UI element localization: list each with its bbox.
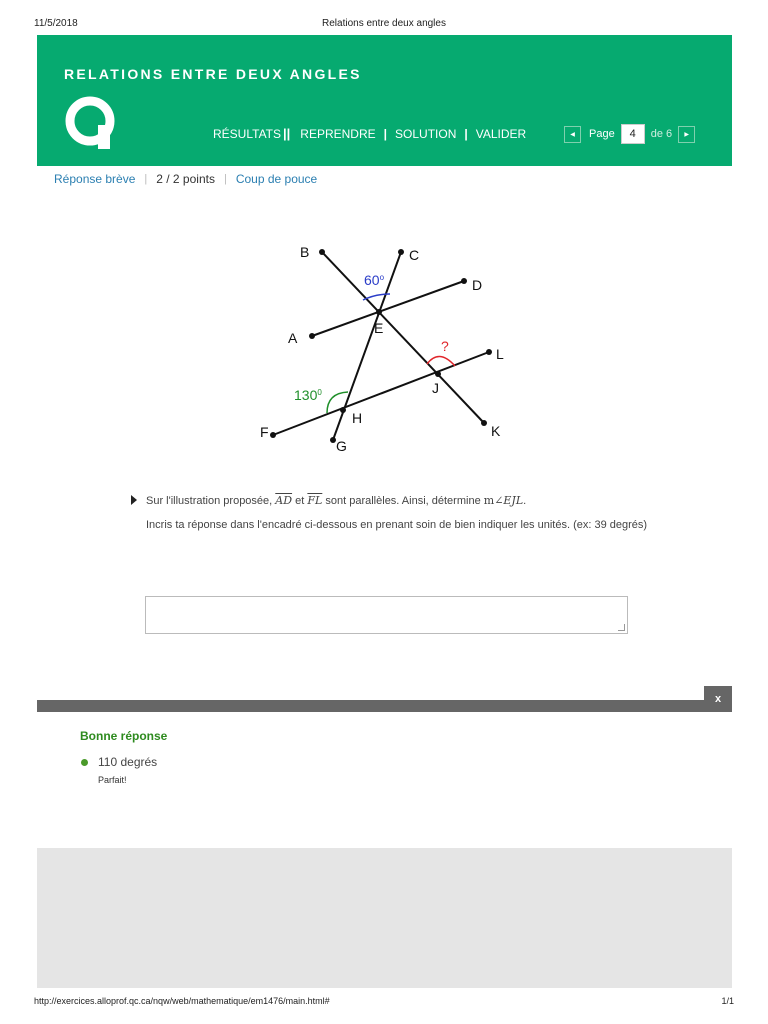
solution-link[interactable]: SOLUTION	[395, 126, 457, 141]
point-C	[398, 249, 404, 255]
question-period: .	[523, 495, 527, 507]
pager	[564, 124, 695, 144]
label-H: H	[352, 410, 363, 426]
point-J	[435, 371, 441, 377]
bullet-triangle-icon	[131, 495, 137, 505]
arrow-right-icon: ▶	[684, 131, 689, 138]
geometry-figure	[255, 238, 525, 458]
question-line-1	[146, 494, 651, 508]
answer-textarea[interactable]	[145, 596, 628, 634]
close-feedback-button[interactable]: x	[704, 686, 732, 712]
question-meta	[54, 172, 317, 186]
label-L: L	[496, 346, 504, 362]
print-page-count: 1/1	[721, 996, 734, 1006]
of-word: de	[650, 128, 663, 140]
header-banner	[37, 35, 732, 166]
point-L	[486, 349, 492, 355]
page-number-input[interactable]: 4	[621, 124, 645, 144]
label-G: G	[336, 438, 347, 454]
resize-grip-icon[interactable]	[618, 624, 625, 631]
point-K	[481, 420, 487, 426]
segment-AD: $\overline{AD}$	[275, 494, 293, 507]
nav-separator: |	[464, 126, 468, 141]
question-middle: sont parallèles. Ainsi, détermine	[325, 495, 481, 507]
validate-link[interactable]: VALIDER	[475, 126, 527, 141]
next-page-button[interactable]	[678, 126, 695, 143]
point-A	[309, 333, 315, 339]
angle-label-unknown: ?	[441, 338, 449, 354]
question-and: et	[295, 495, 305, 507]
alloprof-logo-icon	[64, 95, 120, 151]
angle-label-bottom	[294, 387, 322, 403]
point-E	[376, 309, 382, 315]
arrow-left-icon: ◀	[570, 131, 575, 138]
results-link[interactable]: RÉSULTATS	[213, 126, 282, 141]
restart-link[interactable]: REPRENDRE	[300, 126, 376, 141]
label-E: E	[374, 320, 384, 336]
line-BK	[322, 252, 484, 423]
meta-divider: |	[144, 173, 148, 185]
label-D: D	[472, 277, 483, 293]
feedback-bar	[37, 700, 732, 712]
page-label: Page	[589, 128, 615, 140]
point-B	[319, 249, 325, 255]
label-F: F	[260, 424, 269, 440]
point-F	[270, 432, 276, 438]
empty-panel	[37, 848, 732, 988]
label-C: C	[409, 247, 420, 263]
label-J: J	[432, 380, 439, 396]
print-url: http://exercices.alloprof.qc.ca/nqw/web/mathematique/em1476/main.html#	[34, 996, 330, 1006]
total-pages: 6	[666, 128, 673, 140]
label-A: A	[288, 330, 298, 346]
angle-arc-unknown	[427, 356, 455, 366]
correct-answer: 110 degrés	[98, 755, 158, 769]
page-title: RELATIONS ENTRE DEUX ANGLES	[64, 66, 362, 82]
print-header	[0, 0, 768, 34]
segment-FL: $\overline{FL}$	[307, 494, 323, 507]
meta-divider: |	[223, 173, 227, 185]
score-text: 2 / 2 points	[156, 172, 215, 186]
page-of-label	[651, 128, 672, 140]
angle-bottom-degree: 0	[317, 388, 322, 397]
previous-page-button[interactable]	[564, 126, 581, 143]
angle-bottom-value: 130	[294, 387, 318, 403]
label-B: B	[300, 244, 310, 260]
angle-symbol: ∠	[494, 494, 504, 507]
angle-label-top	[364, 272, 385, 288]
angle-top-value: 60	[364, 272, 380, 288]
question-text	[131, 494, 651, 532]
nav-separator: |	[383, 126, 388, 141]
angle-top-degree: o	[379, 273, 385, 282]
main-nav	[213, 126, 526, 141]
point-H	[340, 407, 346, 413]
feedback-title: Bonne réponse	[80, 729, 168, 743]
feedback-comment: Parfait!	[98, 775, 127, 785]
measure-symbol: m	[483, 494, 495, 507]
nav-separator: ||	[283, 126, 291, 141]
angle-name: EJL	[503, 494, 524, 507]
question-intro: Sur l'illustration proposée,	[146, 495, 273, 507]
question-line-2: Incris ta réponse dans l'encadré ci-dessous en prenant soin de bien indiquer les unités. (ex: 39 degrés)	[146, 519, 648, 531]
point-D	[461, 278, 467, 284]
question-type-link[interactable]: Réponse brève	[54, 172, 136, 186]
label-K: K	[491, 423, 501, 439]
print-date: 11/5/2018	[34, 18, 78, 29]
print-title: Relations entre deux angles	[322, 18, 446, 29]
correct-bullet-icon	[81, 759, 88, 766]
hint-link[interactable]: Coup de pouce	[235, 172, 318, 186]
